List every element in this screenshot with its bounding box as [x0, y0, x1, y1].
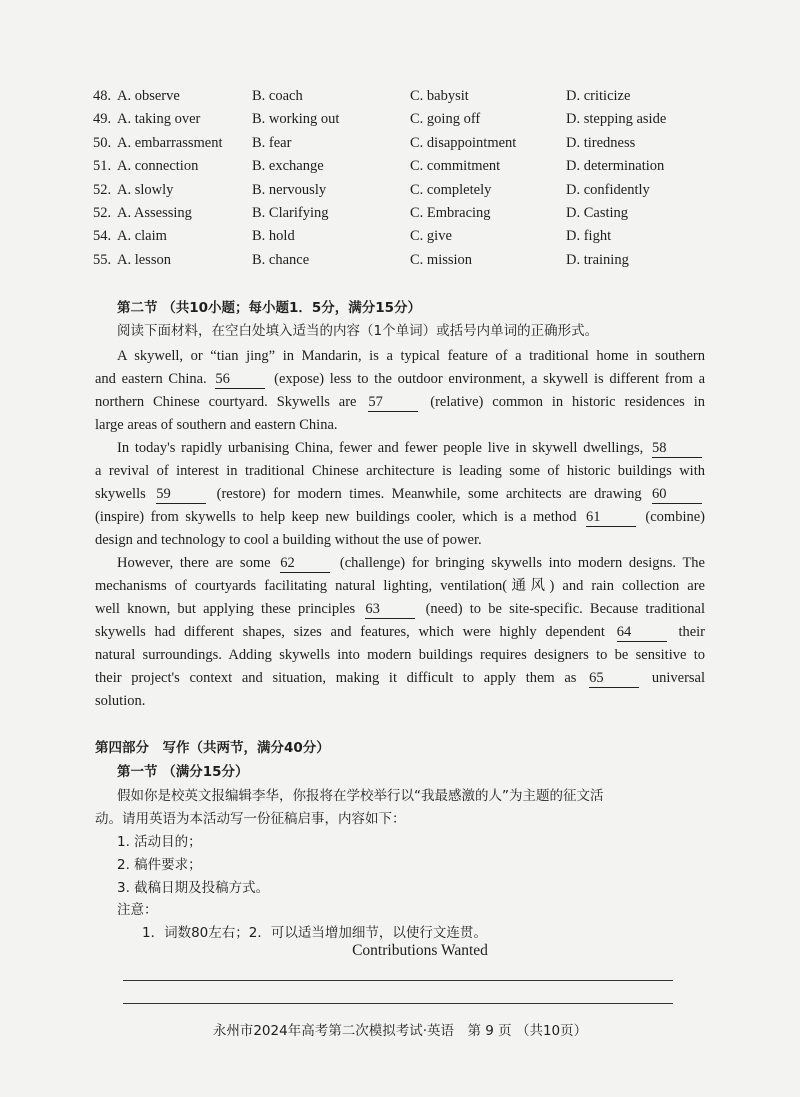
- blank-63[interactable]: 63: [365, 601, 415, 619]
- option-b: B. chance: [252, 251, 310, 268]
- section2-heading: 第二节 （共10小题；每小题1．5分，满分15分）: [117, 300, 422, 316]
- option-row: [93, 252, 713, 275]
- passage-line: [117, 345, 705, 368]
- option-b: B. fear: [252, 134, 292, 151]
- blank-57[interactable]: 57: [368, 394, 418, 412]
- passage-line: [95, 368, 705, 391]
- passage-text: (expose) less to the outdoor environment, a skywell is different from a: [274, 371, 706, 387]
- option-row: [93, 135, 713, 158]
- option-a: A. claim: [117, 228, 167, 245]
- page-footer: 永州市2024年高考第二次模拟考试·英语 第 9 页 （共10页）: [212, 1023, 588, 1039]
- passage-line: [95, 506, 705, 529]
- passage-text: a revival of interest in traditional Chinese architecture is leading some of historic buildings with: [95, 463, 705, 479]
- passage-line: [95, 391, 705, 414]
- option-d: D. confidently: [566, 181, 650, 198]
- question-number: 48.: [93, 88, 112, 104]
- option-row: [93, 88, 713, 111]
- option-c: C. give: [410, 228, 452, 245]
- option-d: D. training: [566, 251, 629, 268]
- passage-text: well known, but applying these principles: [95, 601, 356, 617]
- part4-heading: 第四部分 写作（共两节，满分40分）: [95, 740, 330, 756]
- passage-line: [117, 552, 705, 575]
- option-b: B. nervously: [252, 181, 327, 198]
- passage-text: (relative) common in historic residences in: [430, 394, 705, 410]
- option-a: A. lesson: [117, 251, 171, 268]
- option-d: D. fight: [566, 228, 612, 245]
- passage-line: [95, 460, 705, 483]
- option-b: B. coach: [252, 88, 303, 104]
- requirement-item-2: 2. 稿件要求；: [117, 857, 202, 873]
- passage-text: A skywell, or “tian jing” in Mandarin, is a typical feature of a traditional home in southern: [117, 348, 705, 364]
- option-b: B. working out: [252, 111, 340, 128]
- question-number: 50.: [93, 134, 112, 151]
- option-b: B. hold: [252, 228, 295, 245]
- option-d: D. determination: [566, 158, 665, 175]
- passage-line: [95, 667, 705, 690]
- blank-65[interactable]: 65: [589, 670, 639, 688]
- essay-title: Contributions Wanted: [352, 942, 488, 959]
- passage-text: universal: [651, 670, 706, 686]
- passage-text: design and technology to cool a building without the use of power.: [95, 532, 482, 548]
- question-number: 54.: [93, 228, 112, 245]
- option-a: A. embarrassment: [117, 134, 223, 151]
- blank-64[interactable]: 64: [617, 624, 667, 642]
- passage-line: [95, 414, 705, 437]
- passage-text: (combine): [645, 509, 706, 525]
- answer-line: [123, 980, 673, 981]
- passage-text: mechanisms of courtyards facilitating natural lighting, ventilation(通风) and rain collection are: [95, 578, 705, 594]
- passage-text: In today's rapidly urbanising China, fewer and fewer people live in skywell dwellings,: [117, 440, 644, 456]
- requirement-item-1: 1. 活动目的；: [117, 834, 202, 850]
- question-number: 51.: [93, 158, 112, 175]
- option-c: C. Embracing: [410, 205, 491, 221]
- passage-text: large areas of southern and eastern China.: [95, 417, 338, 433]
- option-d: D. stepping aside: [566, 111, 667, 128]
- passage-text: skywells: [95, 486, 146, 502]
- option-a: A. taking over: [117, 111, 201, 128]
- blank-58[interactable]: 58: [652, 440, 702, 458]
- passage-text: However, there are some: [117, 555, 271, 571]
- part4-sub-heading: 第一节 （满分15分）: [117, 764, 249, 780]
- note-label: 注意：: [117, 902, 158, 918]
- passage-text: and eastern China.: [95, 371, 207, 387]
- option-c: C. babysit: [410, 88, 469, 104]
- question-number: 55.: [93, 251, 112, 268]
- passage-line: [95, 575, 705, 598]
- option-a: A. slowly: [117, 181, 174, 198]
- option-row: [93, 158, 713, 181]
- passage-text: northern Chinese courtyard. Skywells are: [95, 394, 357, 410]
- passage-line: [117, 437, 705, 460]
- option-row: [93, 111, 713, 134]
- passage-line: [95, 644, 705, 667]
- passage-line: [95, 621, 705, 644]
- option-row: [93, 228, 713, 251]
- option-row: [93, 205, 713, 228]
- passage-line: [95, 483, 705, 506]
- option-c: C. going off: [410, 111, 481, 128]
- passage-text: skywells had different shapes, sizes and features, which were highly dependent: [95, 624, 605, 640]
- option-a: A. connection: [117, 158, 199, 175]
- option-c: C. commitment: [410, 158, 501, 175]
- passage-line: [95, 598, 705, 621]
- option-a: A. observe: [117, 88, 180, 104]
- prompt-line-1: 假如你是校英文报编辑李华，你报将在学校举行以“我最感激的人”为主题的征文活: [117, 788, 604, 804]
- blank-60[interactable]: 60: [652, 486, 702, 504]
- passage-text: their project's context and situation, making it difficult to apply them as: [95, 670, 577, 686]
- passage-text: solution.: [95, 693, 146, 709]
- option-d: D. criticize: [566, 88, 631, 104]
- passage-line: [95, 690, 705, 713]
- option-c: C. mission: [410, 251, 473, 268]
- option-d: D. tiredness: [566, 134, 636, 151]
- requirement-item-3: 3. 截稿日期及投稿方式。: [117, 880, 270, 896]
- blank-59[interactable]: 59: [156, 486, 206, 504]
- prompt-line-2: 动。请用英语为本活动写一份征稿启事，内容如下：: [95, 811, 406, 827]
- option-a: A. Assessing: [117, 205, 192, 221]
- option-row: [93, 182, 713, 205]
- option-b: B. Clarifying: [252, 205, 329, 221]
- option-d: D. Casting: [566, 205, 629, 221]
- section2-instruction: 阅读下面材料，在空白处填入适当的内容（1个单词）或括号内单词的正确形式。: [117, 323, 599, 339]
- passage-text: (inspire) from skywells to help keep new buildings cooler, which is a method: [95, 509, 577, 525]
- passage-text: natural surroundings. Adding skywells into modern buildings requires designers to be sensitive to: [95, 647, 705, 663]
- note-text: 1．词数80左右；2．可以适当增加细节，以使行文连贯。: [142, 925, 487, 941]
- question-number: 49.: [93, 111, 112, 128]
- blank-62[interactable]: 62: [280, 555, 330, 573]
- passage-text: (need) to be site-specific. Because traditional: [425, 601, 706, 617]
- question-number: 52.: [93, 181, 112, 198]
- option-c: C. disappointment: [410, 134, 517, 151]
- answer-line: [123, 1003, 673, 1004]
- passage-text: their: [678, 624, 706, 640]
- blank-61[interactable]: 61: [586, 509, 636, 527]
- question-number: 52.: [93, 205, 112, 221]
- blank-56[interactable]: 56: [215, 371, 265, 389]
- passage-line: [95, 529, 705, 552]
- option-c: C. completely: [410, 181, 492, 198]
- passage-text: (restore) for modern times. Meanwhile, some architects are drawing: [216, 486, 642, 502]
- passage-text: (challenge) for bringing skywells into modern designs. The: [339, 555, 705, 571]
- option-b: B. exchange: [252, 158, 324, 175]
